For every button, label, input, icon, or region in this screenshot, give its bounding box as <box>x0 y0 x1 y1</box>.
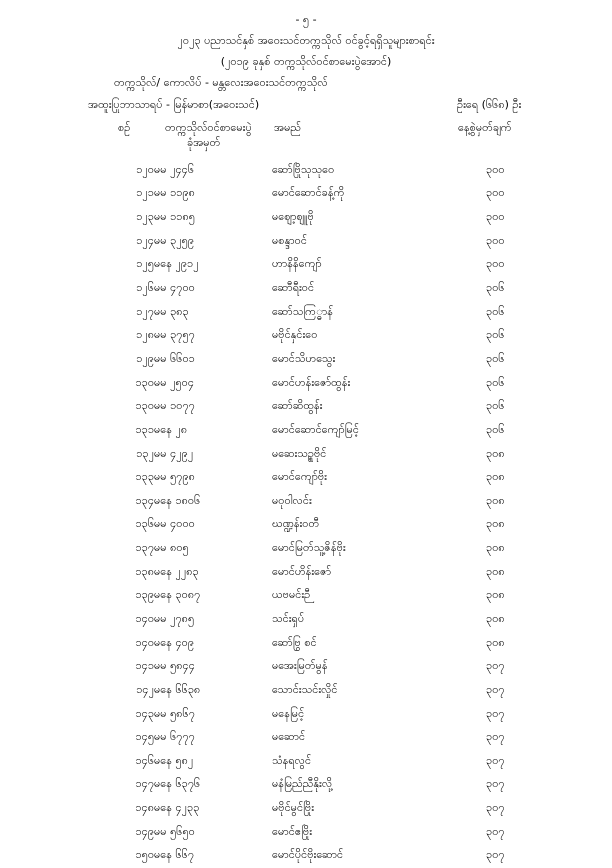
page-number: - ၅ - <box>295 13 317 26</box>
row-roll-no: မမ ၂၄၄၆ <box>154 162 195 176</box>
row-remark: ၃၀၆ <box>486 422 505 436</box>
row-name: ဟာနိနိကျော် <box>272 257 322 271</box>
row-remark: ၃၀၆ <box>486 281 505 295</box>
row-number: ၁၄၂ <box>136 682 154 696</box>
row-remark: ၃၀၆ <box>486 399 505 413</box>
row-name: မဝုဝါလင်း <box>272 493 312 507</box>
row-name: မနေမြင့် <box>272 706 305 720</box>
row-name: မောင်ဟန်းဇော်ထွန်း <box>272 375 351 389</box>
row-remark: ၃၀၀ <box>486 162 505 176</box>
row-roll-no: မမ ၃၂၅၉ <box>154 233 195 247</box>
row-remark: ၃၀၈ <box>486 564 505 578</box>
row-roll-no: မမ ၆၆၀၁ <box>154 351 195 365</box>
row-number: ၁၄၅ <box>135 730 154 744</box>
row-name: မောင်ပိုင်ဗိုးဆောင် <box>272 848 344 862</box>
row-number: ၁၂၃ <box>136 210 154 224</box>
row-name: မဆောင် <box>272 730 306 744</box>
row-remark: ၃၀၈ <box>486 446 505 460</box>
row-roll-no: မမ ၂၅၀၄ <box>154 375 195 389</box>
row-roll-no: မနေ ၁၈၀၆ <box>154 493 201 507</box>
row-roll-no: မမ ၅၈၆၇ <box>154 706 195 720</box>
row-remark: ၃၀၇ <box>486 659 505 673</box>
row-number: ၁၄၃ <box>135 706 154 720</box>
row-roll-no: မမ ၅၆၅၀ <box>154 824 195 838</box>
row-name: မောင်မြတ်သူ့ဇိန်ဗိုး <box>272 541 346 555</box>
row-number: ၁၃၉ <box>135 588 154 602</box>
count-line: ဦးရေ (၆၆၈) ဦး <box>457 98 522 111</box>
row-roll-no: မနေ ၄၂၃၃ <box>154 801 200 815</box>
row-remark: ၃၀၇ <box>486 706 505 720</box>
row-name: မအေးမြတ်မွန် <box>272 659 328 673</box>
row-remark: ၃၀၈ <box>486 493 505 507</box>
column-header-roll-no-line2: ခုံအမှတ် <box>187 136 221 149</box>
row-number: ၁၃၃ <box>135 470 154 484</box>
row-number: ၁၂၆ <box>136 281 154 295</box>
row-roll-no: မမ ၂၇၈၅ <box>154 611 195 625</box>
row-number: ၁၂၅ <box>136 257 154 271</box>
row-name: မဈော့ဈူဗို <box>272 210 314 224</box>
row-remark: ၃၀၇ <box>486 682 505 696</box>
row-remark: ၃၀၆ <box>486 351 505 365</box>
row-remark: ၃၀၈ <box>486 588 505 602</box>
row-remark: ၃၀၆ <box>486 375 505 389</box>
row-name: မနံမြည်ညီနိုးလို့ <box>272 777 333 791</box>
table-row <box>96 679 522 703</box>
row-remark: ၃၀၈ <box>486 635 505 649</box>
row-remark: ၃၀၆ <box>486 304 505 318</box>
row-roll-no: မမ ၅၇၉၈ <box>154 470 195 484</box>
table-row <box>96 655 522 679</box>
row-name: မောင်ဆောင်ကျော်မြင့် <box>272 422 359 436</box>
column-header-roll-no: တက္ကသိုလ်ဝင်စာမေးပွဲ <box>165 121 252 134</box>
table-row <box>96 726 522 750</box>
row-remark: ၃၀၆ <box>486 328 505 342</box>
table-row <box>96 277 522 301</box>
row-number: ၁၃၇ <box>135 541 154 555</box>
row-name: သောင်းသင်းလှိုင် <box>272 682 338 696</box>
table-row <box>96 301 522 325</box>
table-row <box>96 490 522 514</box>
row-name: မောင်ဆောင်ခန့်ကို <box>272 186 345 200</box>
row-number: ၁၄၆ <box>135 753 154 767</box>
row-remark: ၃၀၈ <box>486 517 505 531</box>
row-remark: ၃၀၀ <box>486 257 505 271</box>
row-name: ယဗမင်းဉီ <box>272 588 311 602</box>
document-title: ၂၀၂၃ ပညာသင်နှစ် အဝေးသင်တက္ကသိုလ် ဝင်ခွင့်ရရှိသူများစာရင်း <box>177 34 435 47</box>
department-line: တက္ကသိုလ်/ ကောလိပ် - မန္တလေးအဝေးသင်တက္ကသိုလ် <box>114 76 328 89</box>
row-remark: ၃၀၈ <box>486 470 505 484</box>
row-name: မောင်ဧဗြိုး <box>272 824 312 838</box>
row-roll-no: မနေ ၅၈၂ <box>154 753 194 767</box>
student-table-body <box>96 159 522 868</box>
row-number: ၁၄၁ <box>135 659 154 673</box>
row-number: ၁၃၀ <box>135 375 154 389</box>
row-name: မဆေးသဉ္စဗိုင် <box>272 446 327 460</box>
table-row <box>96 632 522 656</box>
row-roll-no: မမ ၄၇၀၀ <box>154 281 195 295</box>
table-row <box>96 561 522 585</box>
table-row <box>96 395 522 419</box>
row-name: မောင်ဟိန်းဇော် <box>272 564 332 578</box>
row-number: ၁၃၆ <box>135 517 154 531</box>
table-row <box>96 537 522 561</box>
row-number: ၁၂၇ <box>136 304 154 318</box>
row-remark: ၃၀၈ <box>486 611 505 625</box>
row-name: ဆော်သကြ္ဓာန် <box>272 304 333 318</box>
row-number: ၁၂၉ <box>136 351 154 365</box>
table-row <box>96 608 522 632</box>
subject-line: အထူးပြုဘာသာရပ် - မြန်မာစာ(အဝေးသင်) <box>88 98 260 111</box>
table-row <box>96 183 522 207</box>
table-row <box>96 514 522 538</box>
table-row <box>96 372 522 396</box>
row-number: ၁၂၄ <box>136 233 154 247</box>
column-header-no: စဉ် <box>118 121 131 134</box>
row-number: ၁၃၄ <box>135 493 154 507</box>
row-remark: ၃၀၇ <box>486 848 505 862</box>
row-name: မစန္ဒာဝင် <box>272 233 307 247</box>
row-roll-no: မမ ၅၈၄၄ <box>154 659 195 673</box>
row-remark: ၃၀၇ <box>486 824 505 838</box>
table-row <box>96 821 522 845</box>
table-row <box>96 797 522 821</box>
row-number: ၁၃၂ <box>136 446 154 460</box>
row-roll-no: မနေ ၂၉၁၂ <box>154 257 199 271</box>
row-roll-no: မနေ ၂၂၈၃ <box>154 564 199 578</box>
table-row <box>96 774 522 798</box>
row-remark: ၃၀၀ <box>486 186 505 200</box>
row-number: ၁၂၀ <box>136 162 154 176</box>
student-table <box>96 159 522 868</box>
row-roll-no: မမ ၄၀၀၀ <box>154 517 195 531</box>
document-subtitle: (၂၀၁၉ ခုနှစ် တက္ကသိုလ်ဝင်စာမေးပွဲအောင်) <box>220 55 392 68</box>
column-header-name: အမည် <box>274 121 302 134</box>
row-remark: ၃၀၈ <box>486 541 505 555</box>
row-roll-no: မနေ ၆၆၇ <box>154 848 195 862</box>
row-name: ဃဏ္ဍန်းဝတီ <box>272 517 320 531</box>
table-row <box>96 159 522 183</box>
row-roll-no: မမ ၃၈၃ <box>154 304 189 318</box>
row-number: ၁၃၈ <box>135 564 154 578</box>
row-number: ၁၂၈ <box>136 328 154 342</box>
table-row <box>96 703 522 727</box>
row-remark: ၃၀၇ <box>486 730 505 744</box>
row-number: ၁၅၀ <box>135 848 154 862</box>
row-roll-no: မနေ ၆၆၃၈ <box>154 682 201 696</box>
row-roll-no: မနေ ၂၈ <box>154 422 188 436</box>
row-name: ဆော်ဆိထွန်း <box>272 399 323 413</box>
row-roll-no: မမ ၈၀၅ <box>154 541 189 555</box>
row-name: ဆောီရီးဝင် <box>272 281 315 295</box>
row-name: မဗိုင်မွင်ဗြိုး <box>272 801 314 815</box>
row-name: မောင်ကျော်ဗိုး <box>272 470 327 484</box>
row-name: မဗိုင်နှင်းဝေ <box>272 328 318 342</box>
table-row <box>96 206 522 230</box>
row-roll-no: မမ ၆၇၇၇ <box>154 730 195 744</box>
table-row <box>96 845 522 868</box>
row-roll-no: မနေ ၄၀၉ <box>154 635 195 649</box>
row-name: သင်းရှပ် <box>272 611 305 625</box>
row-number: ၁၄၉ <box>135 824 154 838</box>
table-row <box>96 419 522 443</box>
table-row <box>96 324 522 348</box>
row-number: ၁၄၀ <box>135 611 154 625</box>
row-name: မောင်သိဟသွေး <box>272 351 336 365</box>
table-row <box>96 443 522 467</box>
row-roll-no: မမ ၁၁၉၈ <box>154 186 195 200</box>
table-row <box>96 750 522 774</box>
row-number: ၁၃၁ <box>135 422 154 436</box>
row-number: ၁၄၈ <box>135 801 154 815</box>
row-remark: ၃၀၇ <box>486 777 505 791</box>
row-number: ၁၄၇ <box>135 777 154 791</box>
row-number: ၁၄၀ <box>135 635 154 649</box>
row-roll-no: မမ ၁၀၇၇ <box>154 399 195 413</box>
table-row <box>96 348 522 372</box>
row-number: ၁၂၁ <box>136 186 154 200</box>
row-name: သံနရလွင် <box>272 753 312 767</box>
row-remark: ၃၀၀ <box>486 210 505 224</box>
row-roll-no: မမ ၄၂၉၂ <box>154 446 194 460</box>
table-row <box>96 585 522 609</box>
row-remark: ၃၀၇ <box>486 753 505 767</box>
table-row <box>96 254 522 278</box>
row-remark: ၃၀၀ <box>486 233 505 247</box>
row-roll-no: မနေ ၃၀၈၇ <box>154 588 201 602</box>
row-roll-no: မမ ၁၁၈၅ <box>154 210 195 224</box>
row-name: ဆော်ဗြွ စင် <box>272 635 317 649</box>
row-roll-no: မမ ၃၇၅၇ <box>154 328 195 342</box>
column-header-remark: နေ့စွဲမှတ်ချက် <box>458 121 512 134</box>
table-row <box>96 230 522 254</box>
table-row <box>96 466 522 490</box>
row-roll-no: မနေ ၆၃၇၆ <box>154 777 201 791</box>
row-number: ၁၃၀ <box>135 399 154 413</box>
row-remark: ၃၀၇ <box>486 801 505 815</box>
row-name: ဆော်ဗြိုသုသုဝေ <box>272 162 335 176</box>
